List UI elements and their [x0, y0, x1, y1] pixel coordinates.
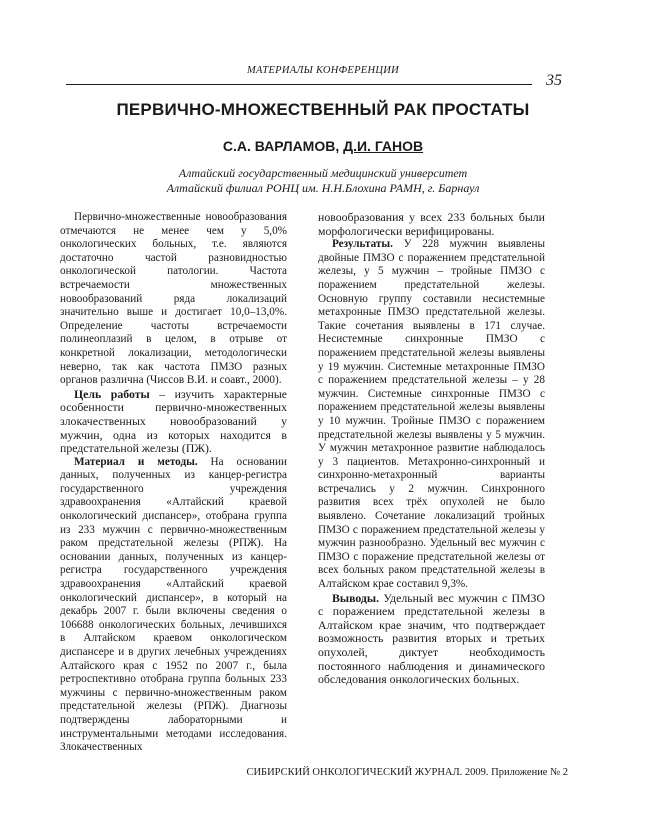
article-title: ПЕРВИЧНО-МНОЖЕСТВЕННЫЙ РАК ПРОСТАТЫ	[116, 100, 530, 119]
methods-continuation: новообразования у всех 233 больных были морфологически верифицированы.	[318, 210, 545, 238]
affiliation-ronc-branch: Алтайский филиал РОНЦ им. Н.Н.Блохина РАМН, г. Барнаул	[166, 181, 480, 195]
authors	[0, 138, 646, 154]
conclusions-label: Выводы.	[332, 590, 380, 605]
journal-footer: СИБИРСКИЙ ОНКОЛОГИЧЕСКИЙ ЖУРНАЛ. 2009. Приложение № 2	[246, 767, 568, 778]
running-head: МАТЕРИАЛЫ КОНФЕРЕНЦИИ	[246, 65, 400, 76]
results-paragraph	[318, 238, 545, 591]
text-column-right	[318, 211, 545, 687]
page-number: 35	[546, 72, 562, 89]
methods-text: На основании данных, полученных из канцер-регистра государственного учреждения здравоохранения «Алтайский краевой онкологический диспансер», отобрана группа из 233 мужчин с первично-множественным раком предстательной железы (РПЖ). На основании данных, полученных из канцер-регистра государственного учреждения здравоохранения «Алтайский краевой онкологический диспансер», в который на декабрь 2007 г. были включены сведения о 106688 онкологических больных, лечившихся в Алтайском краевом онкологическом диспансере и в других лечебных учреждениях Алтайского края с 1952 по 2007 г., была ретроспективно отобрана группа больных 233 мужчины с первично-множественным раком предстательной железы (РПЖ). Диагнозы подтверждены лабораторными и инструментальными методами исследования. Злокачественных	[60, 455, 287, 754]
aim-paragraph	[60, 388, 287, 456]
conclusions-text: Удельный вес мужчин с ПМЗО с поражением предстательной железы в Алтайском крае значим, что подтверждает возможность развития вторых и третьих опухолей, диктует необходимость постоянного наблюдения и динамического обследования онкологических больных.	[318, 590, 545, 687]
aim-label: Цель работы	[74, 386, 150, 401]
text-column-left	[60, 211, 287, 755]
author-ganov: Д.И. ГАНОВ	[343, 138, 424, 154]
affiliation-university: Алтайский государственный медицинский университет	[178, 166, 468, 180]
aim-text: – изучить характерные особенности первично-множественных злокачественных новообразований у мужчин, одна из которых находится в предстательной железы (ПЖ).	[60, 386, 288, 456]
intro-paragraph: Первично-множественные новообразования отмечаются не менее чем у 5,0% онкологических больных, т.е. являются достаточно частой разновидностью онкологической патологии. Частота встречаемости множественных новообразований ряда локализаций значительно выше и достигает 10,0–13,0%. Определение частоты встречаемости полинеоплазий в целом, в отрыве от конкретной локализации, методологически неверно, так как частота ПМЗО разных органов различна (Чиссов В.И. и соавт., 2000).	[60, 211, 287, 387]
methods-paragraph	[60, 456, 287, 755]
methods-label: Материал и методы.	[74, 455, 198, 468]
conclusions-paragraph	[318, 592, 545, 687]
header-rule	[66, 84, 532, 85]
results-text: У 228 мужчин выявлены двойные ПМЗО с поражением предстательной железы, у 5 мужчин – тройные ПМЗО с поражением предстательной железы. Основную группу составили несистемные метахронные ПМЗО предстательной железы. Такие сочетания выявлены в 171 случае. Несистемные синхронные ПМЗО с поражением предстательной железы выявлены у 19 мужчин. Системные метахронные ПМЗО с поражением предстательной железы – у 28 мужчин. Системные синхронные ПМЗО с поражением предстательной железы выявлены у 10 мужчин. Тройные ПМЗО с поражением предстательной железы выявлены у 5 мужчин. У мужчин метахронное развитие наблюдалось у 3 пациентов. Метахронно-синхронный и синхронно-метахронный варианты встречались у 2 мужчин. Синхронного развития всех трёх опухолей не было выявлено. Сочетание локализаций тройных ПМЗО с поражением предстательной железы у мужчин разнообразно. Удельный вес мужчин с ПМЗО с поражение предстательной железы от всех больных раком предстательной железы в Алтайском крае составил 9,3%.	[318, 238, 545, 591]
results-label: Результаты.	[332, 238, 393, 251]
author-varlamov: С.А. ВАРЛАМОВ,	[222, 138, 344, 154]
